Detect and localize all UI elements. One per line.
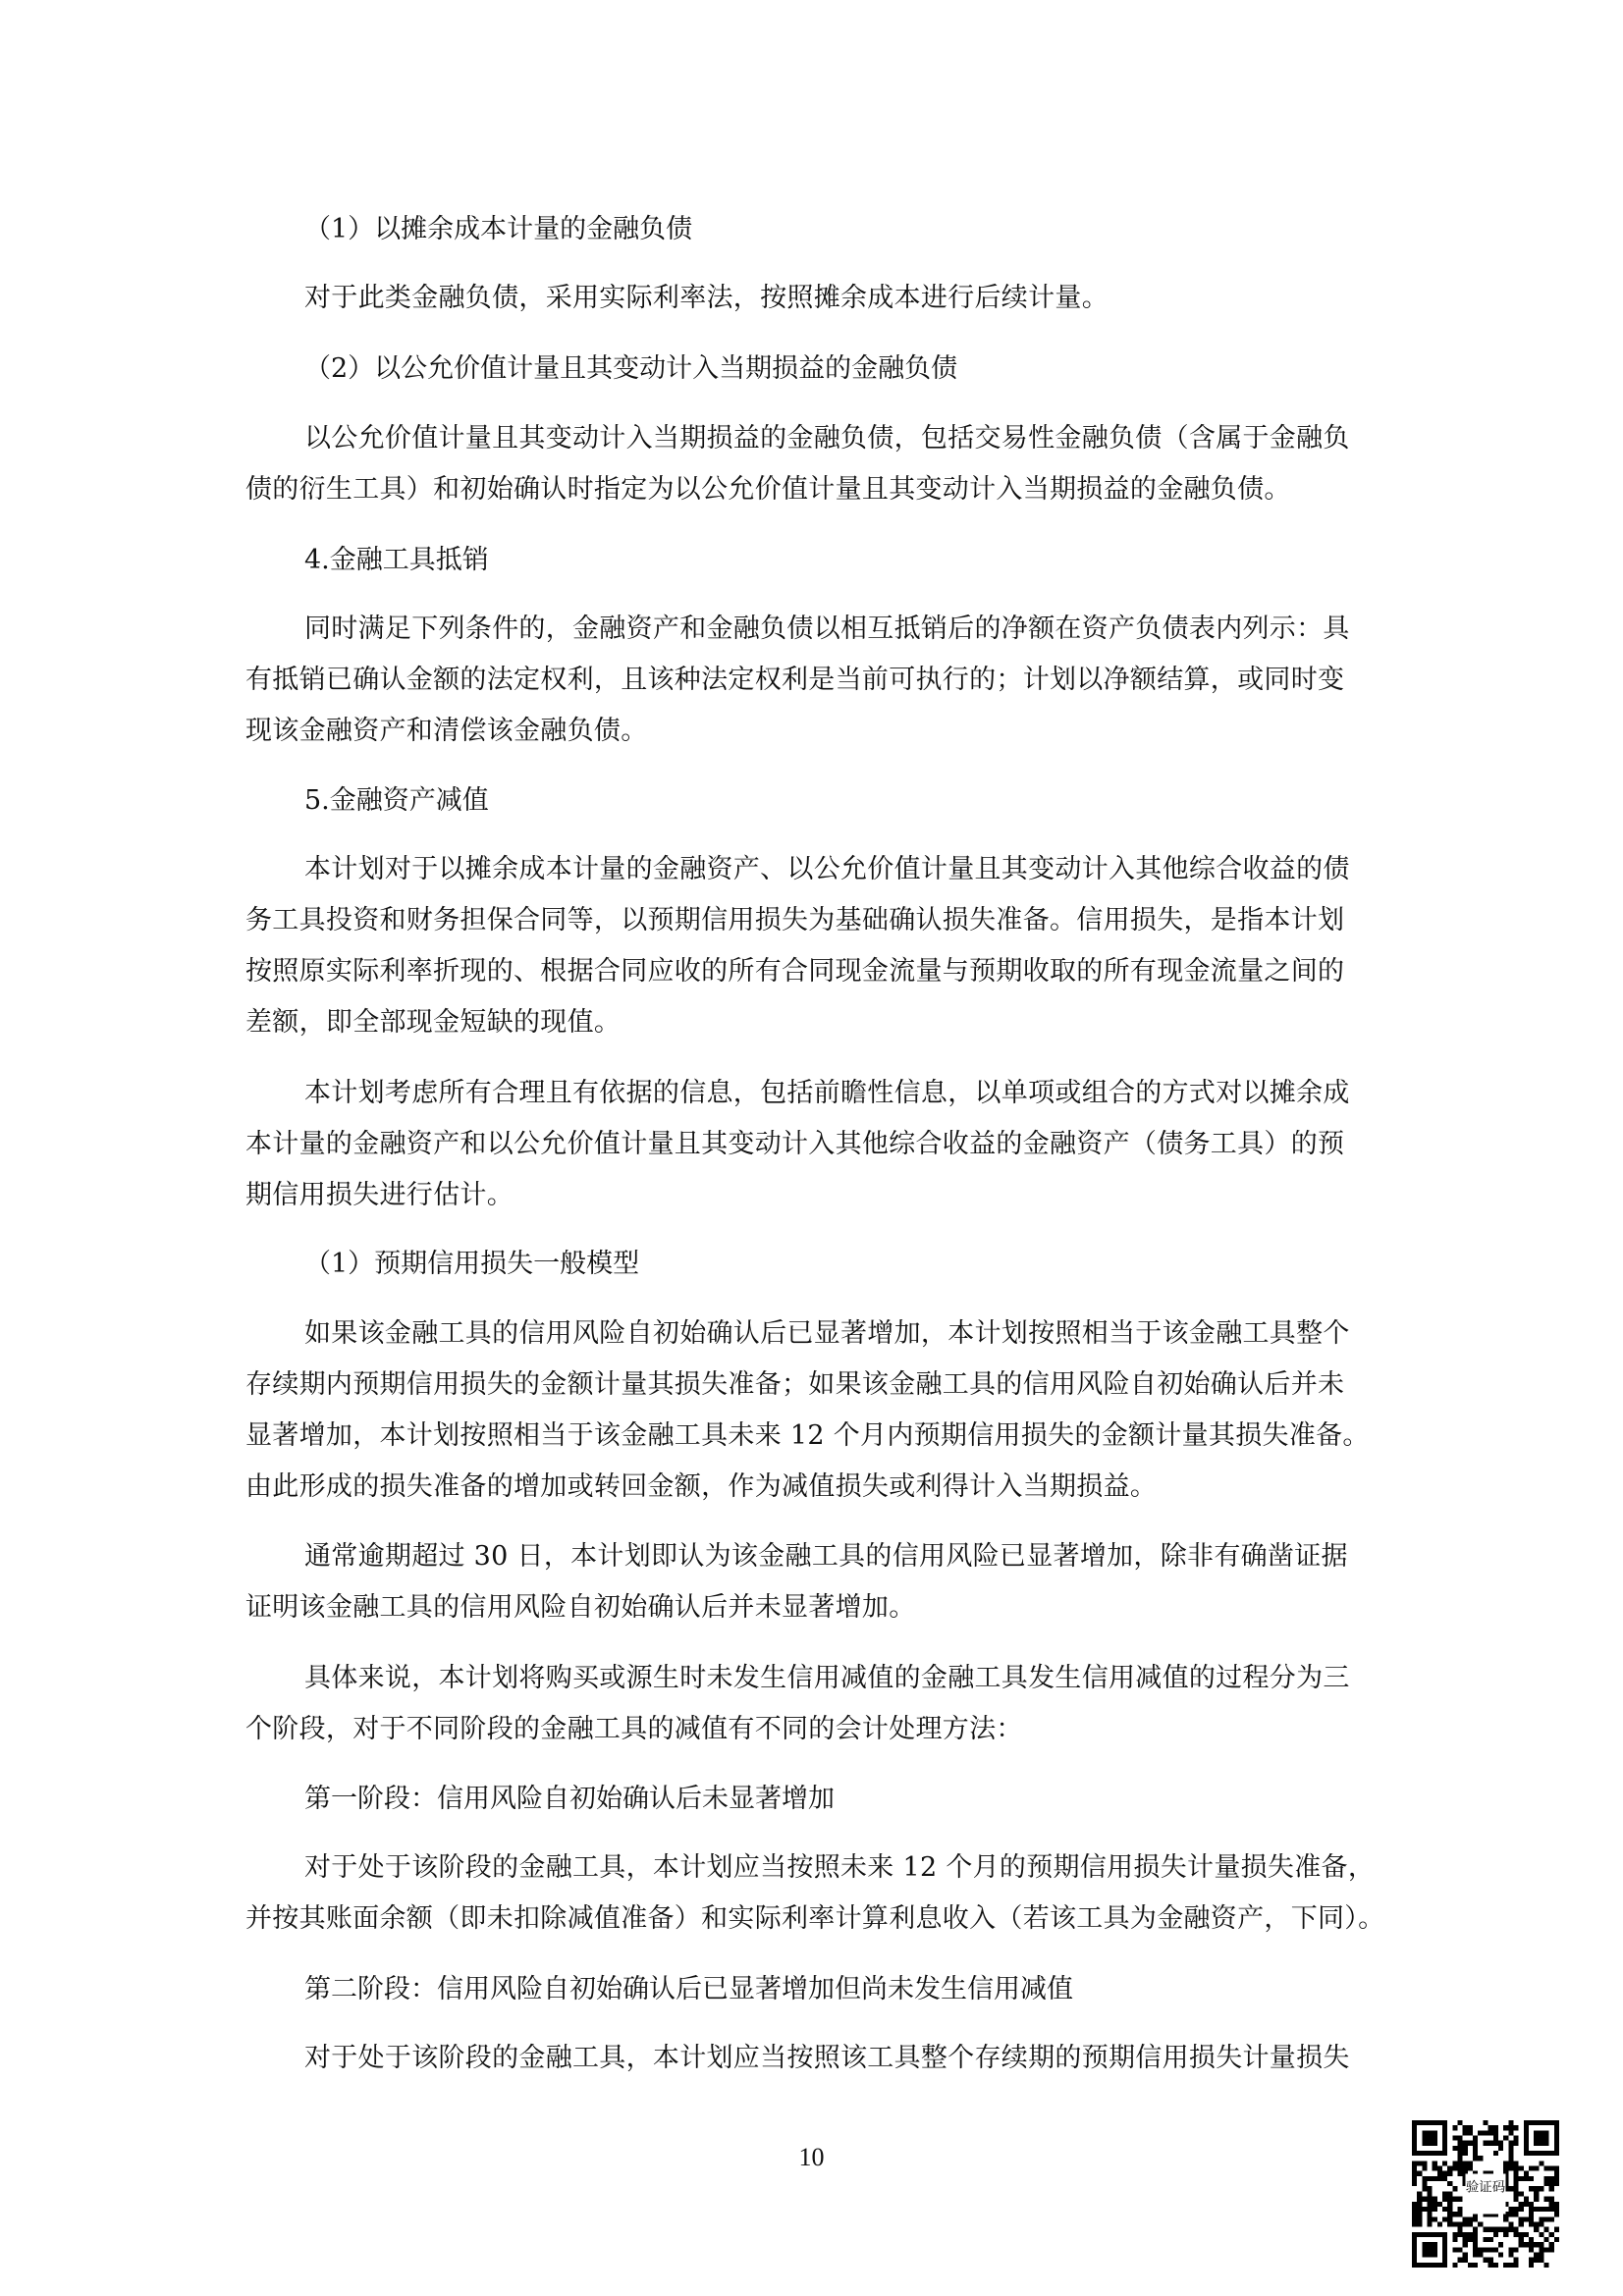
qr-label: 验证码 — [1465, 2180, 1506, 2196]
paragraph: 本计划考虑所有合理且有依据的信息，包括前瞻性信息，以单项或组合的方式对以摊余成 本计量的金融资产和以公允价值计量且其变动计入其他综合收益的金融资产（债务工具）的预 期信用损失进行估计。 — [245, 1078, 1350, 1210]
paragraph: 以公允价值计量且其变动计入当期损益的金融负债，包括交易性金融负债（含属于金融负 债的衍生工具）和初始确认时指定为以公允价值计量且其变动计入当期损益的金融负债。 — [245, 423, 1350, 505]
heading-stage-one: 第一阶段：信用风险自初始确认后未显著增加 — [304, 1784, 835, 1814]
paragraph: 对于处于该阶段的金融工具，本计划应当按照未来 12 个月的预期信用损失计量损失准备， 并按其账面余额（即未扣除减值准备）和实际利率计算利息收入（若该工具为金融资产，下同）。 — [245, 1852, 1385, 1934]
paragraph: 本计划对于以摊余成本计量的金融资产、以公允价值计量且其变动计入其他综合收益的债 务工具投资和财务担保合同等，以预期信用损失为基础确认损失准备。信用损失，是指本计划 按照原实际利率折现的、根据合同应收的所有合同现金流量与预期收取的所有现金流量之间的 差额，即全部现金短缺的现值。 — [245, 854, 1350, 1038]
heading-ecl-model: （1）预期信用损失一般模型 — [304, 1249, 640, 1279]
heading-amortized-liabilities: （1）以摊余成本计量的金融负债 — [304, 214, 693, 244]
heading-offsetting: 4.金融工具抵销 — [304, 545, 489, 575]
paragraph: 通常逾期超过 30 日，本计划即认为该金融工具的信用风险已显著增加，除非有确凿证据 证明该金融工具的信用风险自初始确认后并未显著增加。 — [245, 1541, 1348, 1623]
page-number: 10 — [798, 2143, 825, 2171]
paragraph: 如果该金融工具的信用风险自初始确认后已显著增加，本计划按照相当于该金融工具整个 存续期内预期信用损失的金额计量其损失准备；如果该金融工具的信用风险自初始确认后并未 显著增加，本计划按照相当于该金融工具未来 12 个月内预期信用损失的金额计量其损失准备。 由此形成的损失准备的增加或转回金额，作为减值损失或利得计入当期损益。 — [245, 1318, 1370, 1502]
paragraph: 同时满足下列条件的，金融资产和金融负债以相互抵销后的净额在资产负债表内列示：具 有抵销已确认金额的法定权利，且该种法定权利是当前可执行的；计划以净额结算，或同时变 现该金融资产和清偿该金融负债。 — [245, 614, 1350, 746]
heading-stage-two: 第二阶段：信用风险自初始确认后已显著增加但尚未发生信用减值 — [304, 1974, 1073, 2004]
paragraph: 具体来说，本计划将购买或源生时未发生信用减值的金融工具发生信用减值的过程分为三 个阶段，对于不同阶段的金融工具的减值有不同的会计处理方法： — [245, 1663, 1350, 1744]
heading-impairment: 5.金融资产减值 — [304, 785, 489, 816]
paragraph: 对于处于该阶段的金融工具，本计划应当按照该工具整个存续期的预期信用损失计量损失 — [304, 2043, 1350, 2073]
qr-code-icon — [1412, 2120, 1559, 2268]
paragraph: 对于此类金融负债，采用实际利率法，按照摊余成本进行后续计量。 — [304, 283, 1109, 313]
heading-fvtpl-liabilities: （2）以公允价值计量且其变动计入当期损益的金融负债 — [304, 353, 958, 384]
